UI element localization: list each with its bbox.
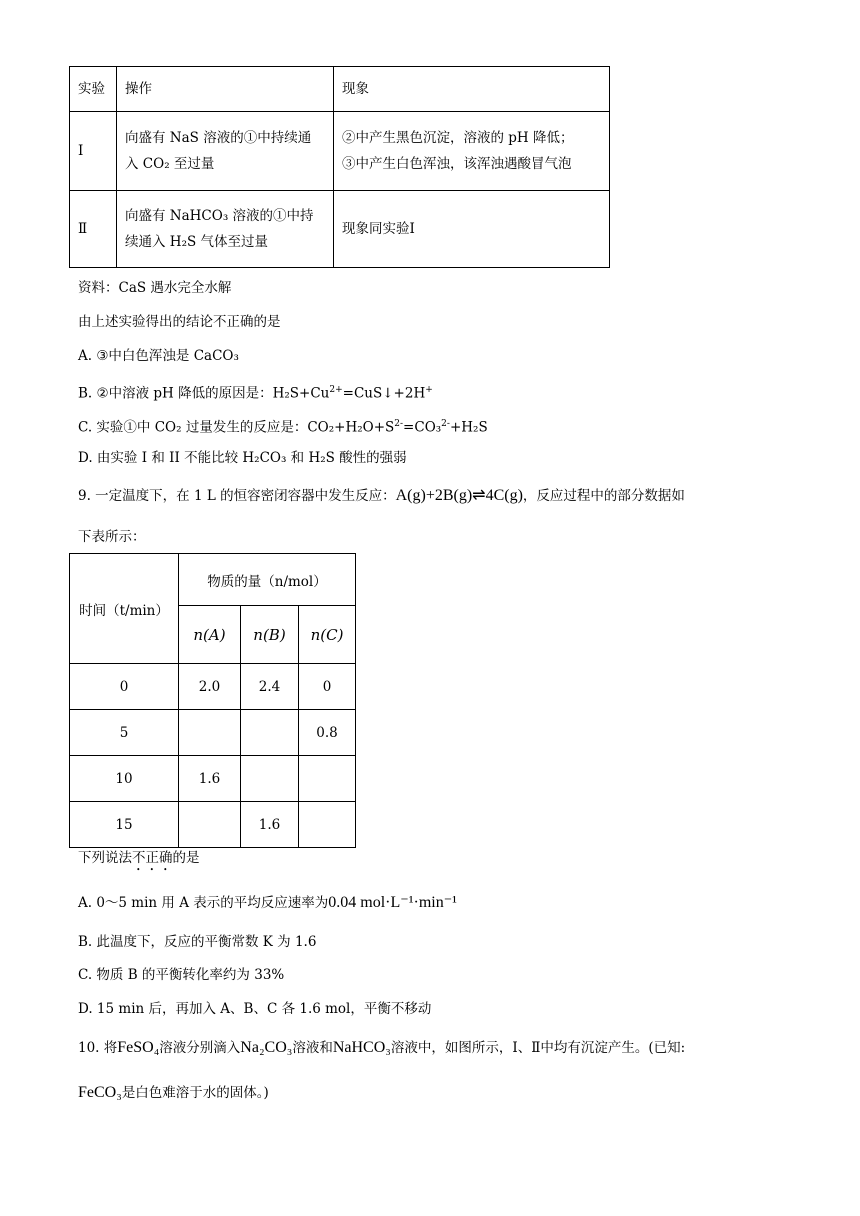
table-row: [70, 802, 356, 848]
table-cell: [179, 710, 241, 756]
experiment-id: Ⅱ: [70, 191, 117, 268]
table-cell: 0: [299, 664, 356, 710]
option-text: =CuS↓+2H: [342, 385, 426, 402]
question-9-prompt: [78, 848, 200, 874]
header-phenomenon: 现象: [334, 67, 610, 112]
table-row: [70, 756, 356, 802]
reference-note: 资料：CaS 遇水完全水解: [78, 280, 232, 296]
amount-header: 物质的量（n/mol）: [179, 554, 356, 606]
operation-line: 续通入 H₂S 气体至过量: [125, 234, 269, 250]
operation-line: 向盛有 NaS 溶液的①中持续通: [125, 130, 312, 146]
formula: NaHCO₃: [332, 1039, 391, 1056]
q9-option-a: [78, 893, 457, 913]
table-cell: 0.8: [299, 710, 356, 756]
col-header-nB: n(B): [241, 606, 299, 664]
formula: FeCO₃: [78, 1084, 122, 1101]
table-cell: [179, 802, 241, 848]
q8-option-a: A. ③中白色浑浊是 CaCO₃: [78, 348, 239, 364]
table-cell: 0: [70, 664, 179, 710]
rate-expression: 0.04 mol·L⁻¹·min⁻¹: [328, 894, 457, 911]
table-row: [70, 112, 610, 191]
option-text: A. 0～5 min 用 A 表示的平均反应速率为: [78, 895, 329, 911]
table-row: [70, 191, 610, 268]
phenomenon-line: ③中产生白色浑浊，该浑浊遇酸冒气泡: [342, 156, 572, 172]
phenomenon-cell: [334, 112, 610, 191]
experiment-table: [69, 66, 610, 268]
emphasized-text: 不正确: [132, 850, 173, 866]
stem-text: 溶液和: [292, 1040, 333, 1056]
experiment-id: Ⅰ: [70, 112, 117, 191]
superscript: 2-: [394, 419, 404, 429]
q9-option-d: D. 15 min 后，再加入 A、B、C 各 1.6 mol，平衡不移动: [78, 1001, 432, 1017]
question-10-stem-line2: [78, 1083, 269, 1103]
time-header: 时间（t/min）: [70, 554, 179, 664]
header-operation: 操作: [117, 67, 334, 112]
question-10-stem: [78, 1038, 685, 1058]
operation-line: 向盛有 NaHCO₃ 溶液的①中持: [125, 208, 314, 224]
reaction-equation: A(g)+2B(g)⇌4C(g): [395, 487, 523, 504]
header-experiment: 实验: [70, 67, 117, 112]
table-row: [70, 664, 356, 710]
phenomenon-line: 现象同实验Ⅰ: [342, 221, 415, 237]
q8-option-c: [78, 414, 488, 438]
superscript: 2+: [329, 385, 343, 395]
q9-option-c: C. 物质 B 的平衡转化率约为 33%: [78, 967, 285, 983]
prompt-text: 的是: [172, 850, 200, 866]
col-header-nA: n(A): [179, 606, 241, 664]
operation-cell: [117, 191, 334, 268]
experiment-table-header: [70, 67, 610, 112]
stem-text: 溶液中，如图所示，Ⅰ、Ⅱ中均有沉淀产生。(已知:: [390, 1040, 686, 1056]
data-table: [69, 553, 356, 848]
operation-line: 入 CO₂ 至过量: [125, 156, 215, 172]
prompt-text: 下列说法: [78, 850, 132, 866]
formula: Na₂CO₃: [240, 1039, 293, 1056]
col-header-nC: n(C): [299, 606, 356, 664]
stem-text: 9. 一定温度下，在 1 L 的恒容密闭容器中发生反应：: [78, 488, 396, 504]
stem-text: 是白色难溶于水的固体。): [121, 1085, 269, 1101]
table-cell: 15: [70, 802, 179, 848]
table-cell: [299, 756, 356, 802]
table-cell: [241, 756, 299, 802]
q9-option-b: B. 此温度下，反应的平衡常数 K 为 1.6: [78, 934, 317, 950]
data-table-header: [70, 554, 356, 606]
question-9-stem-line2: 下表所示：: [78, 529, 146, 545]
table-cell: 1.6: [179, 756, 241, 802]
option-text: +H₂S: [449, 419, 488, 436]
table-cell: 2.0: [179, 664, 241, 710]
option-text: B. ②中溶液 pH 降低的原因是：H₂S+Cu: [78, 385, 330, 402]
operation-cell: [117, 112, 334, 191]
option-text: C. 实验①中 CO₂ 过量发生的反应是：CO₂+H₂O+S: [78, 419, 395, 436]
stem-text: 10. 将: [78, 1040, 118, 1056]
formula: FeSO₄: [117, 1039, 160, 1056]
q8-option-d: D. 由实验 I 和 II 不能比较 H₂CO₃ 和 H₂S 酸性的强弱: [78, 450, 407, 466]
superscript: +: [425, 385, 433, 395]
question-8-stem: 由上述实验得出的结论不正确的是: [78, 314, 281, 330]
table-row: [70, 710, 356, 756]
table-cell: 5: [70, 710, 179, 756]
q8-option-b: [78, 380, 433, 404]
table-cell: 1.6: [241, 802, 299, 848]
question-9-stem: [78, 484, 685, 505]
stem-text: 溶液分别滴入: [159, 1040, 241, 1056]
superscript: 2-: [441, 419, 450, 429]
table-cell: [299, 802, 356, 848]
table-cell: 10: [70, 756, 179, 802]
phenomenon-cell: [334, 191, 610, 268]
table-cell: [241, 710, 299, 756]
option-text: =CO₃: [403, 419, 442, 436]
phenomenon-line: ②中产生黑色沉淀，溶液的 pH 降低；: [342, 130, 574, 146]
stem-text: ，反应过程中的部分数据如: [522, 488, 685, 504]
table-cell: 2.4: [241, 664, 299, 710]
